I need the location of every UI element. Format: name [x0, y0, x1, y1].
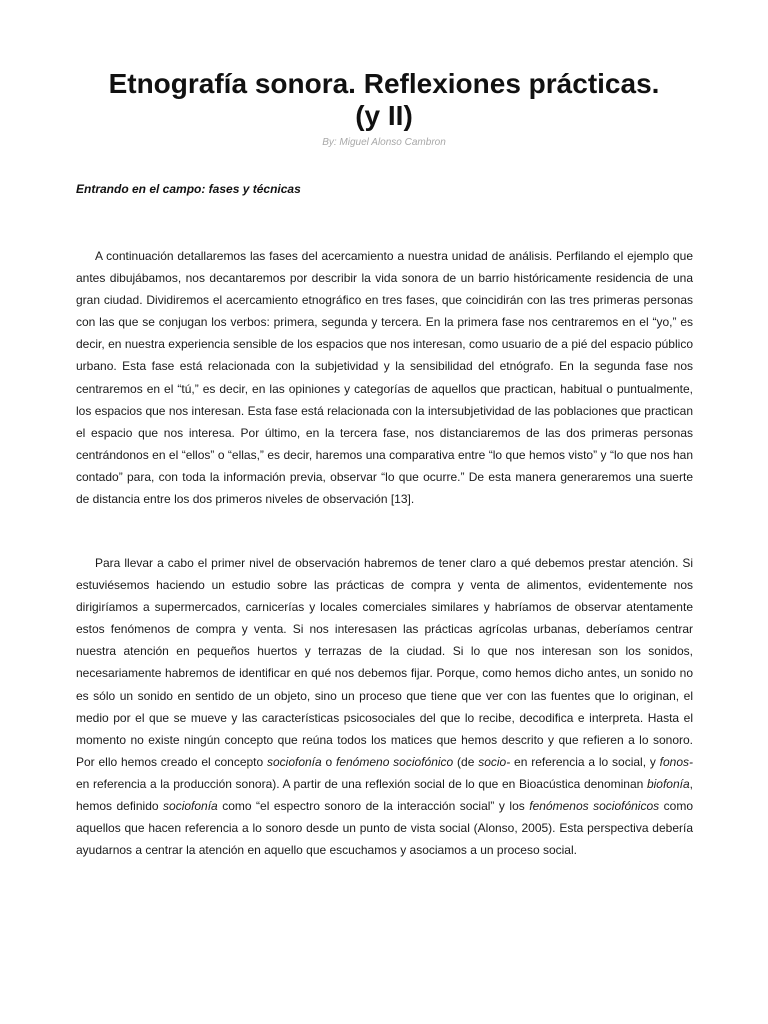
term-socio: socio- [478, 754, 511, 769]
author-byline: By: Miguel Alonso Cambron [322, 137, 446, 148]
body-paragraph-1: A continuación detallaremos las fases del acercamiento a nuestra unidad de análisis. Perfilando el ejemplo que antes dibujábamos, nos decantaremos por describir la vida sonora de un barrio históricamente residencia de una gran ciudad. Dividiremos el acercamiento etnográfico en tres fases, que coincidirán con las tres primeras personas con las que se conjugan los verbos: primera, segunda y tercera. En la primera fase nos centraremos en el “yo,” es decir, en nuestra experiencia sensible de los espacios que nos interesan, como usuario de a pié del espacio público urbano. Esta fase está relacionada con la subjetividad y la sensibilidad del etnógrafo. En la segunda fase nos centraremos en el “tú,” es decir, en las opiniones y categorías de aquellos que practican, habitual o puntualmente, los espacios que nos interesan. Esta fase está relacionada con la intersubjetividad de las poblaciones que practican el espacio que nos interesa. Por último, en la tercera fase, nos distanciaremos de las dos primeras personas centrándonos en el “ellos” o “ellas,” es decir, haremos una comparativa entre “lo que hemos visto” y “lo que nos han contado” para, con toda la información previa, observar “lo que ocurre.” De esta manera generaremos una suerte de distancia entre los dos primeros niveles de observación [13]. [76, 249, 693, 507]
term-fenomeno-sociofonico: fenómeno sociofónico [336, 754, 454, 769]
document-title-line-2: (y II) [355, 100, 413, 131]
term-sociofonia: sociofonía [163, 799, 218, 814]
paragraph-2-text: como aquellos que hacen referencia a lo sonoro desde un punto de vista social (Alonso, 2005). Esta perspectiva debería ayudarnos a centrar la atención en aquello que escuchamos y asociamos a un proceso social. [76, 799, 693, 858]
paragraph-2-text: o [321, 754, 336, 769]
paragraph-2-text: en referencia a lo social, y [510, 754, 660, 769]
paragraph-2-text: , hemos definido [76, 776, 693, 814]
section-heading: Entrando en el campo: fases y técnicas [76, 182, 301, 196]
term-fenomenos-sociofonicos: fenómenos sociofónicos [529, 799, 660, 814]
term-sociofonia: sociofonía [266, 754, 322, 769]
paragraph-2-text: en referencia a la producción sonora). A partir de una reflexión social de lo que en Bioacústica denominan [76, 776, 647, 791]
paragraph-2-text: Para llevar a cabo el primer nivel de observación habremos de tener claro a qué debemos prestar atención. Si estuviésemos haciendo un estudio sobre las prácticas de compra y venta de alimentos, evidentemente nos dirigiríamos a supermercados, carnicerías y locales comerciales similares y habríamos de observar atentamente estos fenómenos de compra y venta. Si nos interesasen las prácticas agrícolas urbanas, deberíamos centrar nuestra atención en pequeños huertos y terrazas de la ciudad. Si lo que nos interesan son los sonidos, necesariamente habremos de identificar en qué nos debemos fijar. Porque, como hemos dicho antes, un sonido no es sólo un sonido en sentido de un objeto, sino un proceso que tiene que ver con las fuentes que lo originan, el medio por el que se mueve y las características psicosociales del que lo recibe, decodifica e interpreta. Hasta el momento no existe ningún concepto que reúna todos los matices que hemos descrito y que refieren a lo sonoro. Por ello hemos creado el concepto [76, 556, 693, 769]
term-fonos: fonos- [659, 754, 694, 769]
term-biofonia: biofonía [646, 776, 690, 791]
paragraph-2-text: como “el espectro sonoro de la interacción social” y los [217, 799, 530, 814]
body-paragraph-2 [76, 552, 693, 861]
document-title-line-1: Etnografía sonora. Reflexiones prácticas. [108, 68, 660, 99]
paragraph-2-text: (de [453, 754, 479, 769]
